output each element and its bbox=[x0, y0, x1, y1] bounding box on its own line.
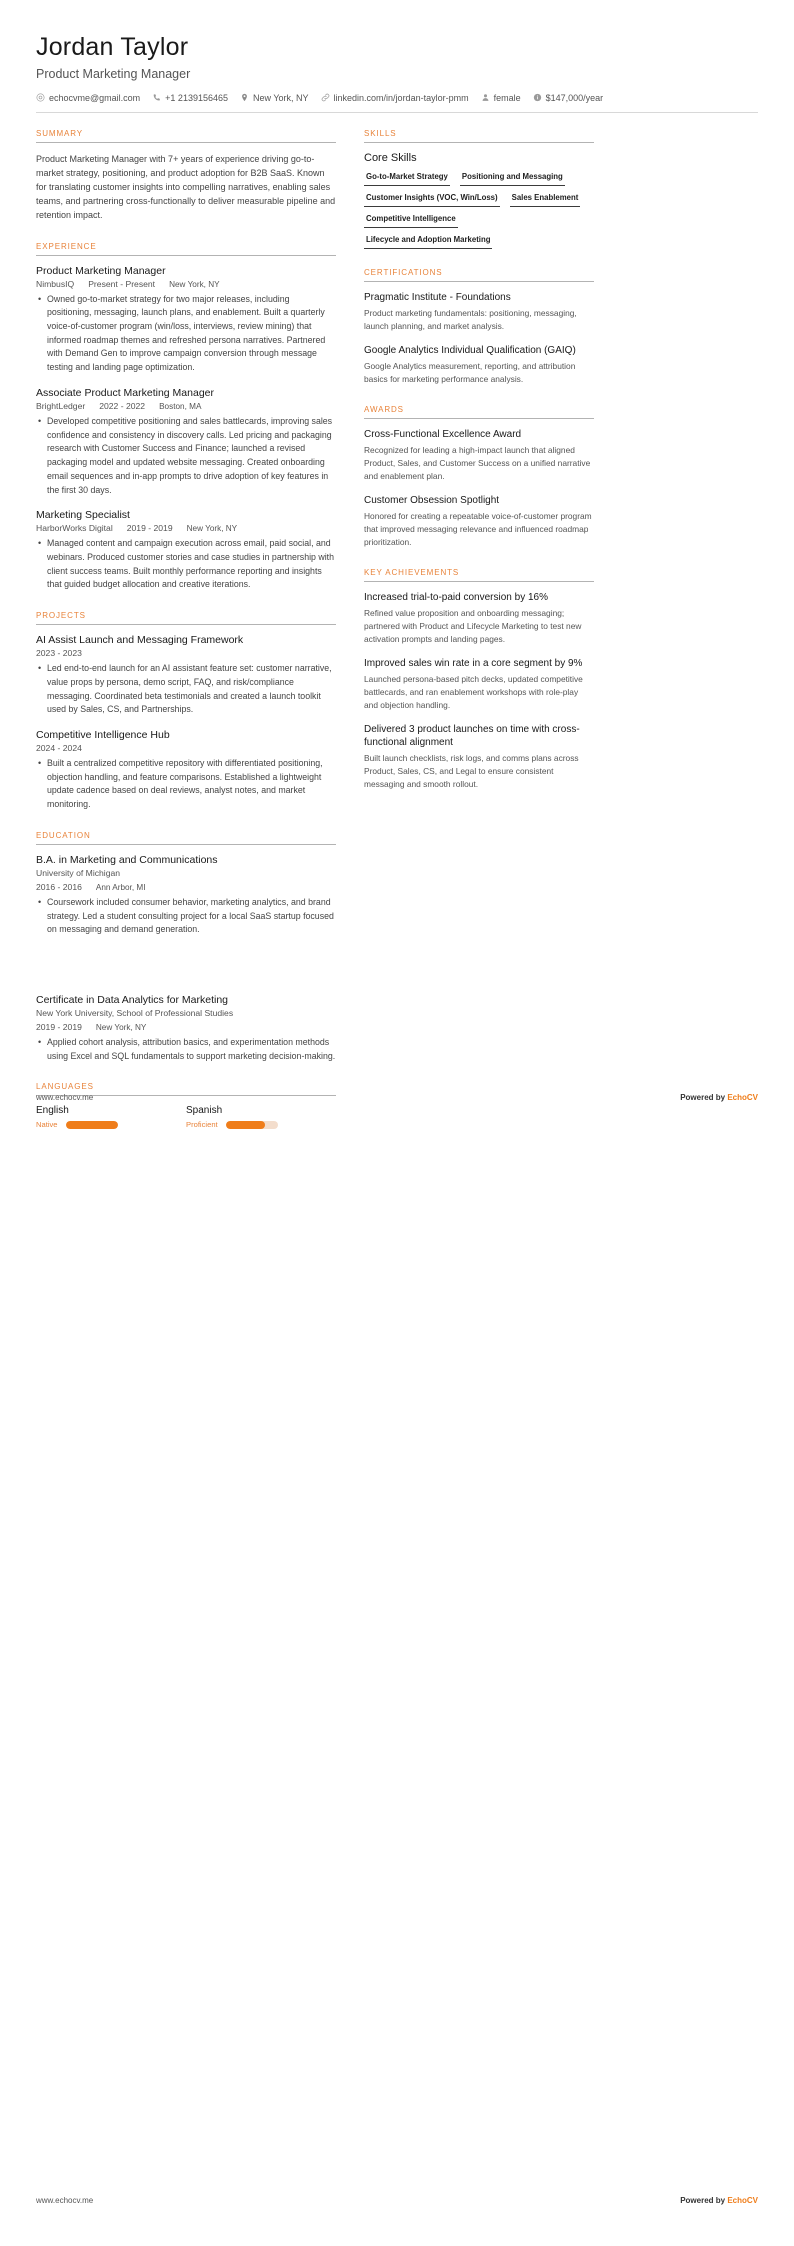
entry-title: Associate Product Marketing Manager bbox=[36, 386, 215, 399]
section-title-experience: EXPERIENCE bbox=[36, 242, 336, 256]
candidate-name: Jordan Taylor bbox=[36, 33, 189, 61]
entry-bullets bbox=[36, 293, 336, 375]
footer-brand-name: EchoCV bbox=[727, 1093, 758, 1102]
language-item bbox=[186, 1105, 336, 1129]
footer-powered-prefix: Powered by bbox=[680, 2196, 728, 2205]
language-name: English bbox=[36, 1105, 69, 1117]
contact-email[interactable] bbox=[36, 93, 140, 103]
bullet-item: • Developed competitive positioning and sales battlecards, improving sales confidence and consistency in discovery calls. Led pricing and packaging research with Customer Success and Finance; launched a revised packaging model and updated website messaging. Created onboarding email sequences and in-app prompts to drive adoption of key features in the first 30 days. bbox=[47, 415, 336, 497]
certification-desc: Product marketing fundamentals: positioning, messaging, launch planning, and market analysis. bbox=[364, 308, 577, 332]
achievement-title: Increased trial-to-paid conversion by 16% bbox=[364, 592, 548, 604]
candidate-role: Product Marketing Manager bbox=[36, 66, 191, 81]
experience-entry bbox=[36, 387, 336, 497]
page-break-spacer bbox=[36, 956, 336, 994]
skill-tag: Lifecycle and Adoption Marketing bbox=[364, 235, 492, 249]
bullet-item: • Built a centralized competitive repository with differentiated positioning, objection handling, and feature comparisons. Established a lightweight update cadence based on deal reviews, analyst notes, and market monitoring. bbox=[47, 757, 336, 812]
entry-meta bbox=[36, 523, 336, 533]
entry-org: BrightLedger bbox=[36, 400, 86, 411]
section-summary bbox=[36, 129, 336, 223]
footer-site-url[interactable]: www.echocv.me bbox=[36, 1093, 94, 1102]
skill-tag: Sales Enablement bbox=[510, 193, 581, 207]
contact-phone-text: +1 2139156465 bbox=[165, 92, 228, 103]
section-key-achievements bbox=[364, 568, 594, 791]
achievement-item bbox=[364, 657, 594, 712]
contact-salary-text: $147,000/year bbox=[545, 92, 604, 103]
entry-org-row bbox=[36, 868, 336, 878]
education-entry bbox=[36, 994, 336, 1063]
section-title-key-achievements: KEY ACHIEVEMENTS bbox=[364, 568, 594, 582]
entry-location: New York, NY bbox=[186, 524, 238, 534]
language-progress-bar bbox=[226, 1121, 278, 1129]
entry-dates: 2019 - 2019 bbox=[126, 523, 173, 534]
award-title: Customer Obsession Spotlight bbox=[364, 495, 500, 507]
contact-phone[interactable] bbox=[152, 93, 228, 103]
entry-org: University of Michigan bbox=[36, 867, 121, 878]
entry-bullets bbox=[36, 662, 336, 717]
footer-site-url[interactable]: www.echocv.me bbox=[36, 2196, 94, 2205]
certification-desc: Google Analytics measurement, reporting, and attribution basics for marketing performance analysis. bbox=[364, 361, 576, 385]
bullet-item: • Coursework included consumer behavior, marketing analytics, and brand strategy. Led a student consulting project for a local SaaS startup focused on messaging and demand generation. bbox=[47, 896, 336, 937]
entry-title: Marketing Specialist bbox=[36, 509, 130, 522]
entry-dates: 2022 - 2022 bbox=[99, 400, 146, 411]
entry-bullets bbox=[36, 537, 336, 592]
achievement-desc: Refined value proposition and onboarding messaging; partnered with Product and Lifecycle Marketing to test new activation prompts and landing pages. bbox=[364, 608, 582, 645]
project-entry bbox=[36, 729, 336, 812]
entry-bullets bbox=[36, 415, 336, 497]
entry-bullets bbox=[36, 896, 336, 937]
entry-bullets bbox=[36, 1036, 336, 1063]
section-certifications bbox=[364, 268, 594, 386]
resume-body bbox=[36, 129, 758, 1149]
achievement-item bbox=[364, 723, 594, 791]
language-meta bbox=[36, 1120, 186, 1129]
entry-dates: Present - Present bbox=[88, 278, 156, 289]
entry-location: New York, NY bbox=[95, 1023, 147, 1032]
achievement-title: Delivered 3 product launches on time with cross-functional alignment bbox=[364, 724, 580, 749]
footer-powered-by bbox=[680, 2196, 758, 2205]
section-languages bbox=[36, 1082, 336, 1129]
experience-entry bbox=[36, 265, 336, 375]
entry-dates: 2016 - 2016 bbox=[36, 881, 82, 892]
contact-linkedin[interactable] bbox=[321, 93, 469, 103]
contact-salary bbox=[533, 93, 604, 103]
footer-powered-by bbox=[680, 1093, 758, 1102]
entry-org-row bbox=[36, 1008, 336, 1018]
entry-location: Boston, MA bbox=[159, 401, 202, 411]
footer-brand-name: EchoCV bbox=[727, 2196, 758, 2205]
summary-text: Product Marketing Manager with 7+ years of experience driving go-to-market strategy, positioning, and product adoption for B2B SaaS. Known for translating customer insights into compelling narratives, enabling sales teams, and partnering cross-functionally to deliver measurable pipeline and retention impact. bbox=[36, 153, 336, 221]
achievement-title: Improved sales win rate in a core segment by 9% bbox=[364, 658, 583, 670]
footer-powered-prefix: Powered by bbox=[680, 1093, 728, 1102]
entry-meta bbox=[36, 648, 336, 658]
award-item bbox=[364, 428, 594, 483]
certification-title: Google Analytics Individual Qualification (GAIQ) bbox=[364, 345, 576, 357]
contact-location-text: New York, NY bbox=[253, 92, 309, 103]
entry-meta bbox=[36, 401, 336, 411]
entry-dates: 2023 - 2023 bbox=[36, 648, 82, 659]
contact-location bbox=[240, 93, 309, 103]
achievement-desc: Launched persona-based pitch decks, updated competitive battlecards, and ran enablement workshops with role-play and objection handling. bbox=[364, 674, 583, 711]
award-desc: Recognized for leading a high-impact launch that aligned Product, Sales, and Customer Success on a unified narrative and enablement plan. bbox=[364, 445, 591, 482]
entry-org: New York University, School of Professional Studies bbox=[36, 1008, 234, 1018]
entry-dates: 2019 - 2019 bbox=[36, 1022, 82, 1032]
entry-meta bbox=[36, 1022, 336, 1032]
section-title-skills: SKILLS bbox=[364, 129, 594, 143]
right-column bbox=[364, 129, 594, 811]
section-title-languages: LANGUAGES bbox=[36, 1082, 336, 1096]
language-progress-bar bbox=[66, 1121, 118, 1129]
award-desc: Honored for creating a repeatable voice-of-customer program that improved messaging relevance and influenced roadmap prioritization. bbox=[364, 511, 592, 548]
certification-item bbox=[364, 344, 594, 386]
achievement-desc: Built launch checklists, risk logs, and comms plans across Product, Sales, CS, and Legal to ensure consistent messaging and smooth rollout. bbox=[364, 753, 579, 790]
contact-email-text: echocvme@gmail.com bbox=[49, 92, 141, 103]
skill-tag: Positioning and Messaging bbox=[460, 172, 565, 186]
section-experience bbox=[36, 242, 336, 593]
bullet-item: • Managed content and campaign execution across email, paid social, and webinars. Produced customer stories and case studies in partnership with client success teams. Built monthly performance reporting and insights that guided budget allocation and creative iterations. bbox=[47, 537, 336, 592]
person-icon bbox=[481, 93, 490, 102]
experience-entry bbox=[36, 509, 336, 592]
contact-row bbox=[36, 93, 758, 113]
bullet-item: • Applied cohort analysis, attribution basics, and experimentation methods using Excel and SQL fundamentals to support marketing decision-making. bbox=[47, 1036, 336, 1063]
language-item bbox=[36, 1105, 186, 1129]
resume-header bbox=[36, 34, 758, 113]
contact-gender bbox=[481, 93, 521, 103]
bullet-item: • Led end-to-end launch for an AI assistant feature set: customer narrative, value props by persona, demo script, FAQ, and risk/compliance messaging. Coordinated beta testimonials and created a launch toolkit used by Sales, CS, and Partnerships. bbox=[47, 662, 336, 717]
entry-title: AI Assist Launch and Messaging Framework bbox=[36, 634, 244, 647]
skills-list bbox=[364, 172, 594, 250]
section-education bbox=[36, 831, 336, 937]
info-circle-icon bbox=[533, 93, 542, 102]
section-title-awards: AWARDS bbox=[364, 405, 594, 419]
page-footer-1 bbox=[36, 1093, 758, 1102]
skills-group-title: Core Skills bbox=[364, 151, 417, 164]
language-name: Spanish bbox=[186, 1105, 223, 1117]
skill-tag: Competitive Intelligence bbox=[364, 214, 458, 228]
page-footer-2 bbox=[36, 2196, 758, 2205]
project-entry bbox=[36, 634, 336, 717]
achievement-item bbox=[364, 591, 594, 646]
entry-meta bbox=[36, 743, 336, 753]
entry-title: B.A. in Marketing and Communications bbox=[36, 853, 218, 866]
section-projects bbox=[36, 611, 336, 812]
language-level: Native bbox=[36, 1120, 58, 1130]
skill-tag: Customer Insights (VOC, Win/Loss) bbox=[364, 193, 500, 207]
location-pin-icon bbox=[240, 93, 249, 102]
section-awards bbox=[364, 405, 594, 549]
language-level: Proficient bbox=[186, 1120, 218, 1130]
entry-location: Ann Arbor, MI bbox=[95, 882, 146, 892]
entry-meta bbox=[36, 279, 336, 289]
section-title-certifications: CERTIFICATIONS bbox=[364, 268, 594, 282]
entry-title: Certificate in Data Analytics for Marketing bbox=[36, 994, 228, 1006]
contact-linkedin-text: linkedin.com/in/jordan-taylor-pmm bbox=[333, 92, 469, 103]
contact-gender-text: female bbox=[493, 92, 521, 103]
bullet-item: • Owned go-to-market strategy for two major releases, including positioning, messaging, launch plans, and enablement. Built a quarterly voice-of-customer program (win/loss, interviews, review mining) that informed roadmap themes and refreshed persona narratives. Partnered with Demand Gen to improve campaign conversion through message testing and landing page optimization. bbox=[47, 293, 336, 375]
link-icon bbox=[321, 93, 330, 102]
entry-location: New York, NY bbox=[169, 279, 220, 289]
languages-row bbox=[36, 1105, 336, 1129]
certification-item bbox=[364, 291, 594, 333]
language-meta bbox=[186, 1120, 336, 1129]
section-title-projects: PROJECTS bbox=[36, 611, 336, 625]
entry-org: NimbusIQ bbox=[36, 278, 75, 289]
entry-org: HarborWorks Digital bbox=[36, 523, 113, 534]
certification-title: Pragmatic Institute - Foundations bbox=[364, 292, 511, 303]
entry-dates: 2024 - 2024 bbox=[36, 742, 82, 753]
section-title-education: EDUCATION bbox=[36, 831, 336, 845]
section-education-continued bbox=[36, 994, 336, 1063]
award-title: Cross-Functional Excellence Award bbox=[364, 429, 522, 441]
left-column bbox=[36, 129, 336, 1149]
skill-tag: Go-to-Market Strategy bbox=[364, 172, 450, 186]
entry-bullets bbox=[36, 757, 336, 812]
section-title-summary: SUMMARY bbox=[36, 129, 336, 143]
entry-meta bbox=[36, 882, 336, 892]
award-item bbox=[364, 494, 594, 549]
entry-title: Competitive Intelligence Hub bbox=[36, 728, 170, 741]
section-skills bbox=[364, 129, 594, 250]
education-entry bbox=[36, 854, 336, 937]
phone-icon bbox=[152, 93, 161, 102]
entry-title: Product Marketing Manager bbox=[36, 264, 166, 277]
email-icon bbox=[36, 93, 45, 102]
